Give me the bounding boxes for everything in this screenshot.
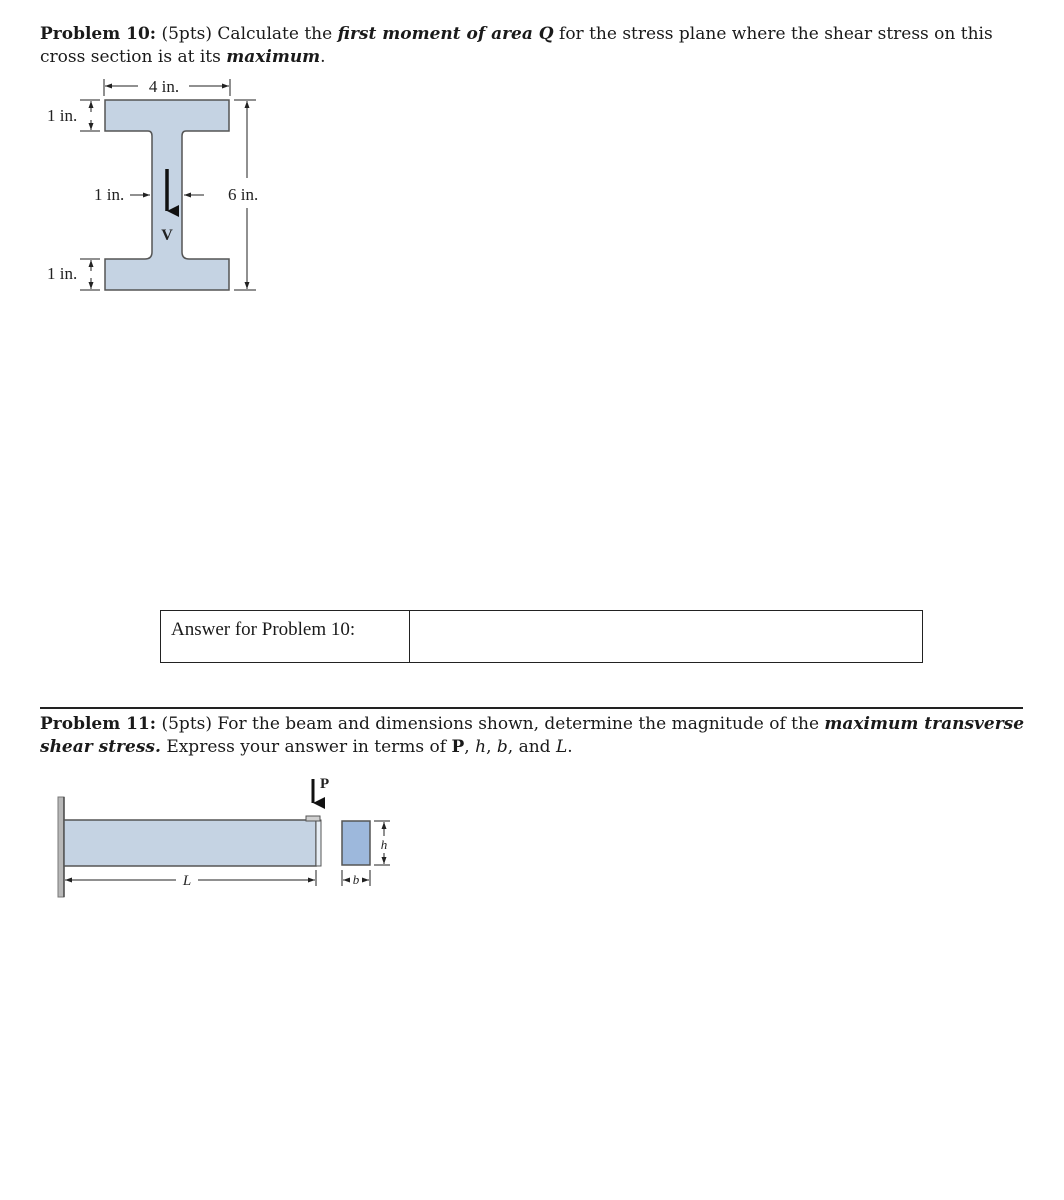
problem-11-emphasis-1: maximum transverse shear stress. xyxy=(40,714,1025,757)
top-flange-label: 1 in. xyxy=(47,106,78,125)
problem-11-end: . xyxy=(567,737,573,757)
problem-11-var-b: b xyxy=(496,737,508,757)
beam-end-face xyxy=(316,820,321,866)
web-width-label: 1 in. xyxy=(94,185,125,204)
problem-10-emphasis-1: first moment of area Q xyxy=(337,24,554,44)
problem-11-var-l: L xyxy=(555,737,568,757)
problem-11-var-p: P xyxy=(451,737,465,757)
load-plate xyxy=(306,816,320,821)
problem-10-label: Problem 10: xyxy=(40,24,157,44)
problem-11-text-2: Express your answer in terms of xyxy=(166,737,447,757)
length-label: L xyxy=(182,873,192,889)
problem-11-text-1: For the beam and dimensions shown, determine the magnitude of the xyxy=(217,714,820,734)
height-label: 6 in. xyxy=(228,185,259,204)
bottom-flange-label: 1 in. xyxy=(47,264,78,283)
problem-10-text-2: for the stress plane where the shear stress on this cross section is at its xyxy=(40,24,993,67)
problem-11-sep-3: , and xyxy=(507,737,551,757)
problem-10-emphasis-2: maximum xyxy=(226,47,321,67)
problem-11-var-h: h xyxy=(475,737,487,757)
problem-10-points: (5pts) xyxy=(161,24,213,44)
answer-label-cell: Answer for Problem 10: xyxy=(161,611,410,663)
problem-11-points: (5pts) xyxy=(161,714,213,734)
top-width-label: 4 in. xyxy=(148,77,180,96)
problem-11-label: Problem 11: xyxy=(40,714,157,734)
problem-10-text-1: Calculate the xyxy=(217,24,333,44)
beam-cross-section xyxy=(342,821,370,865)
fixed-wall xyxy=(58,797,64,897)
cantilever-beam xyxy=(64,820,316,866)
shear-force-label: V xyxy=(161,227,173,244)
problem-11-sep-2: , xyxy=(486,737,492,757)
section-width-label: b xyxy=(352,872,360,887)
load-label: P xyxy=(320,776,330,792)
problem-10-end: . xyxy=(320,47,326,67)
problem-11-sep-1: , xyxy=(464,737,470,757)
section-height-label: h xyxy=(380,837,388,852)
